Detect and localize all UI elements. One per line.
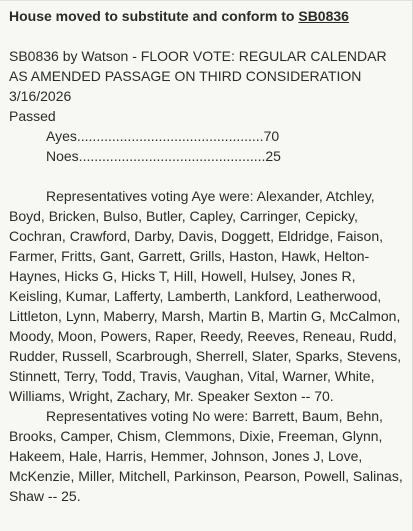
spacer: [9, 26, 408, 46]
spacer: [9, 166, 408, 186]
vote-title-line-1: SB0836 by Watson - FLOOR VOTE: REGULAR CALENDAR: [9, 48, 387, 64]
vote-date: 3/16/2026: [9, 88, 72, 104]
aye-voters-paragraph: [9, 186, 408, 406]
action-heading-text: House moved to substitute and conform to: [9, 8, 299, 24]
no-voters-text: Representatives voting No were: Barrett, Baum, Behn, Brooks, Camper, Chism, Clemmons, Dixie, Freeman, Glynn, Hakeem, Hale, Harris, Hemmer, Johnson, Jones J, Love, McKenzie, Miller, Mitchell, Parkinson, Pearson, Powell, Salinas, Shaw -- 25.: [9, 408, 403, 504]
ayes-tally: Ayes................................................70: [46, 128, 280, 144]
vote-result: Passed: [9, 108, 56, 124]
noes-tally: Noes................................................25: [46, 148, 281, 164]
bill-link[interactable]: SB0836: [298, 8, 349, 24]
action-heading: [9, 6, 408, 26]
no-voters-paragraph: [9, 406, 408, 506]
vote-title-line-2: AS AMENDED PASSAGE ON THIRD CONSIDERATION: [9, 68, 362, 84]
aye-voters-text: Representatives voting Aye were: Alexander, Atchley, Boyd, Bricken, Bulso, Butler, Capley, Carringer, Cepicky, Cochran, Crawford, Darby, Davis, Doggett, Eldridge, Faison, Farmer, Fritts, Gant, Garrett, Grills, Haston, Hawk, Helton-Haynes, Hicks G, Hicks T, Hill, Howell, Hulsey, Jones R, Keisling, Kumar, Lafferty, Lamberth, Lankford, Leatherwood, Littleton, Lynn, Maberry, Marsh, Martin B, Martin G, McCalmon, Moody, Moon, Powers, Raper, Reedy, Reeves, Reneau, Rudd, Rudder, Russell, Scarbrough, Sherrell, Slater, Sparks, Stevens, Stinnett, Terry, Todd, Travis, Vaughan, Vital, Warner, White, Williams, Wright, Zachary, Mr. Speaker Sexton -- 70.: [9, 188, 402, 404]
